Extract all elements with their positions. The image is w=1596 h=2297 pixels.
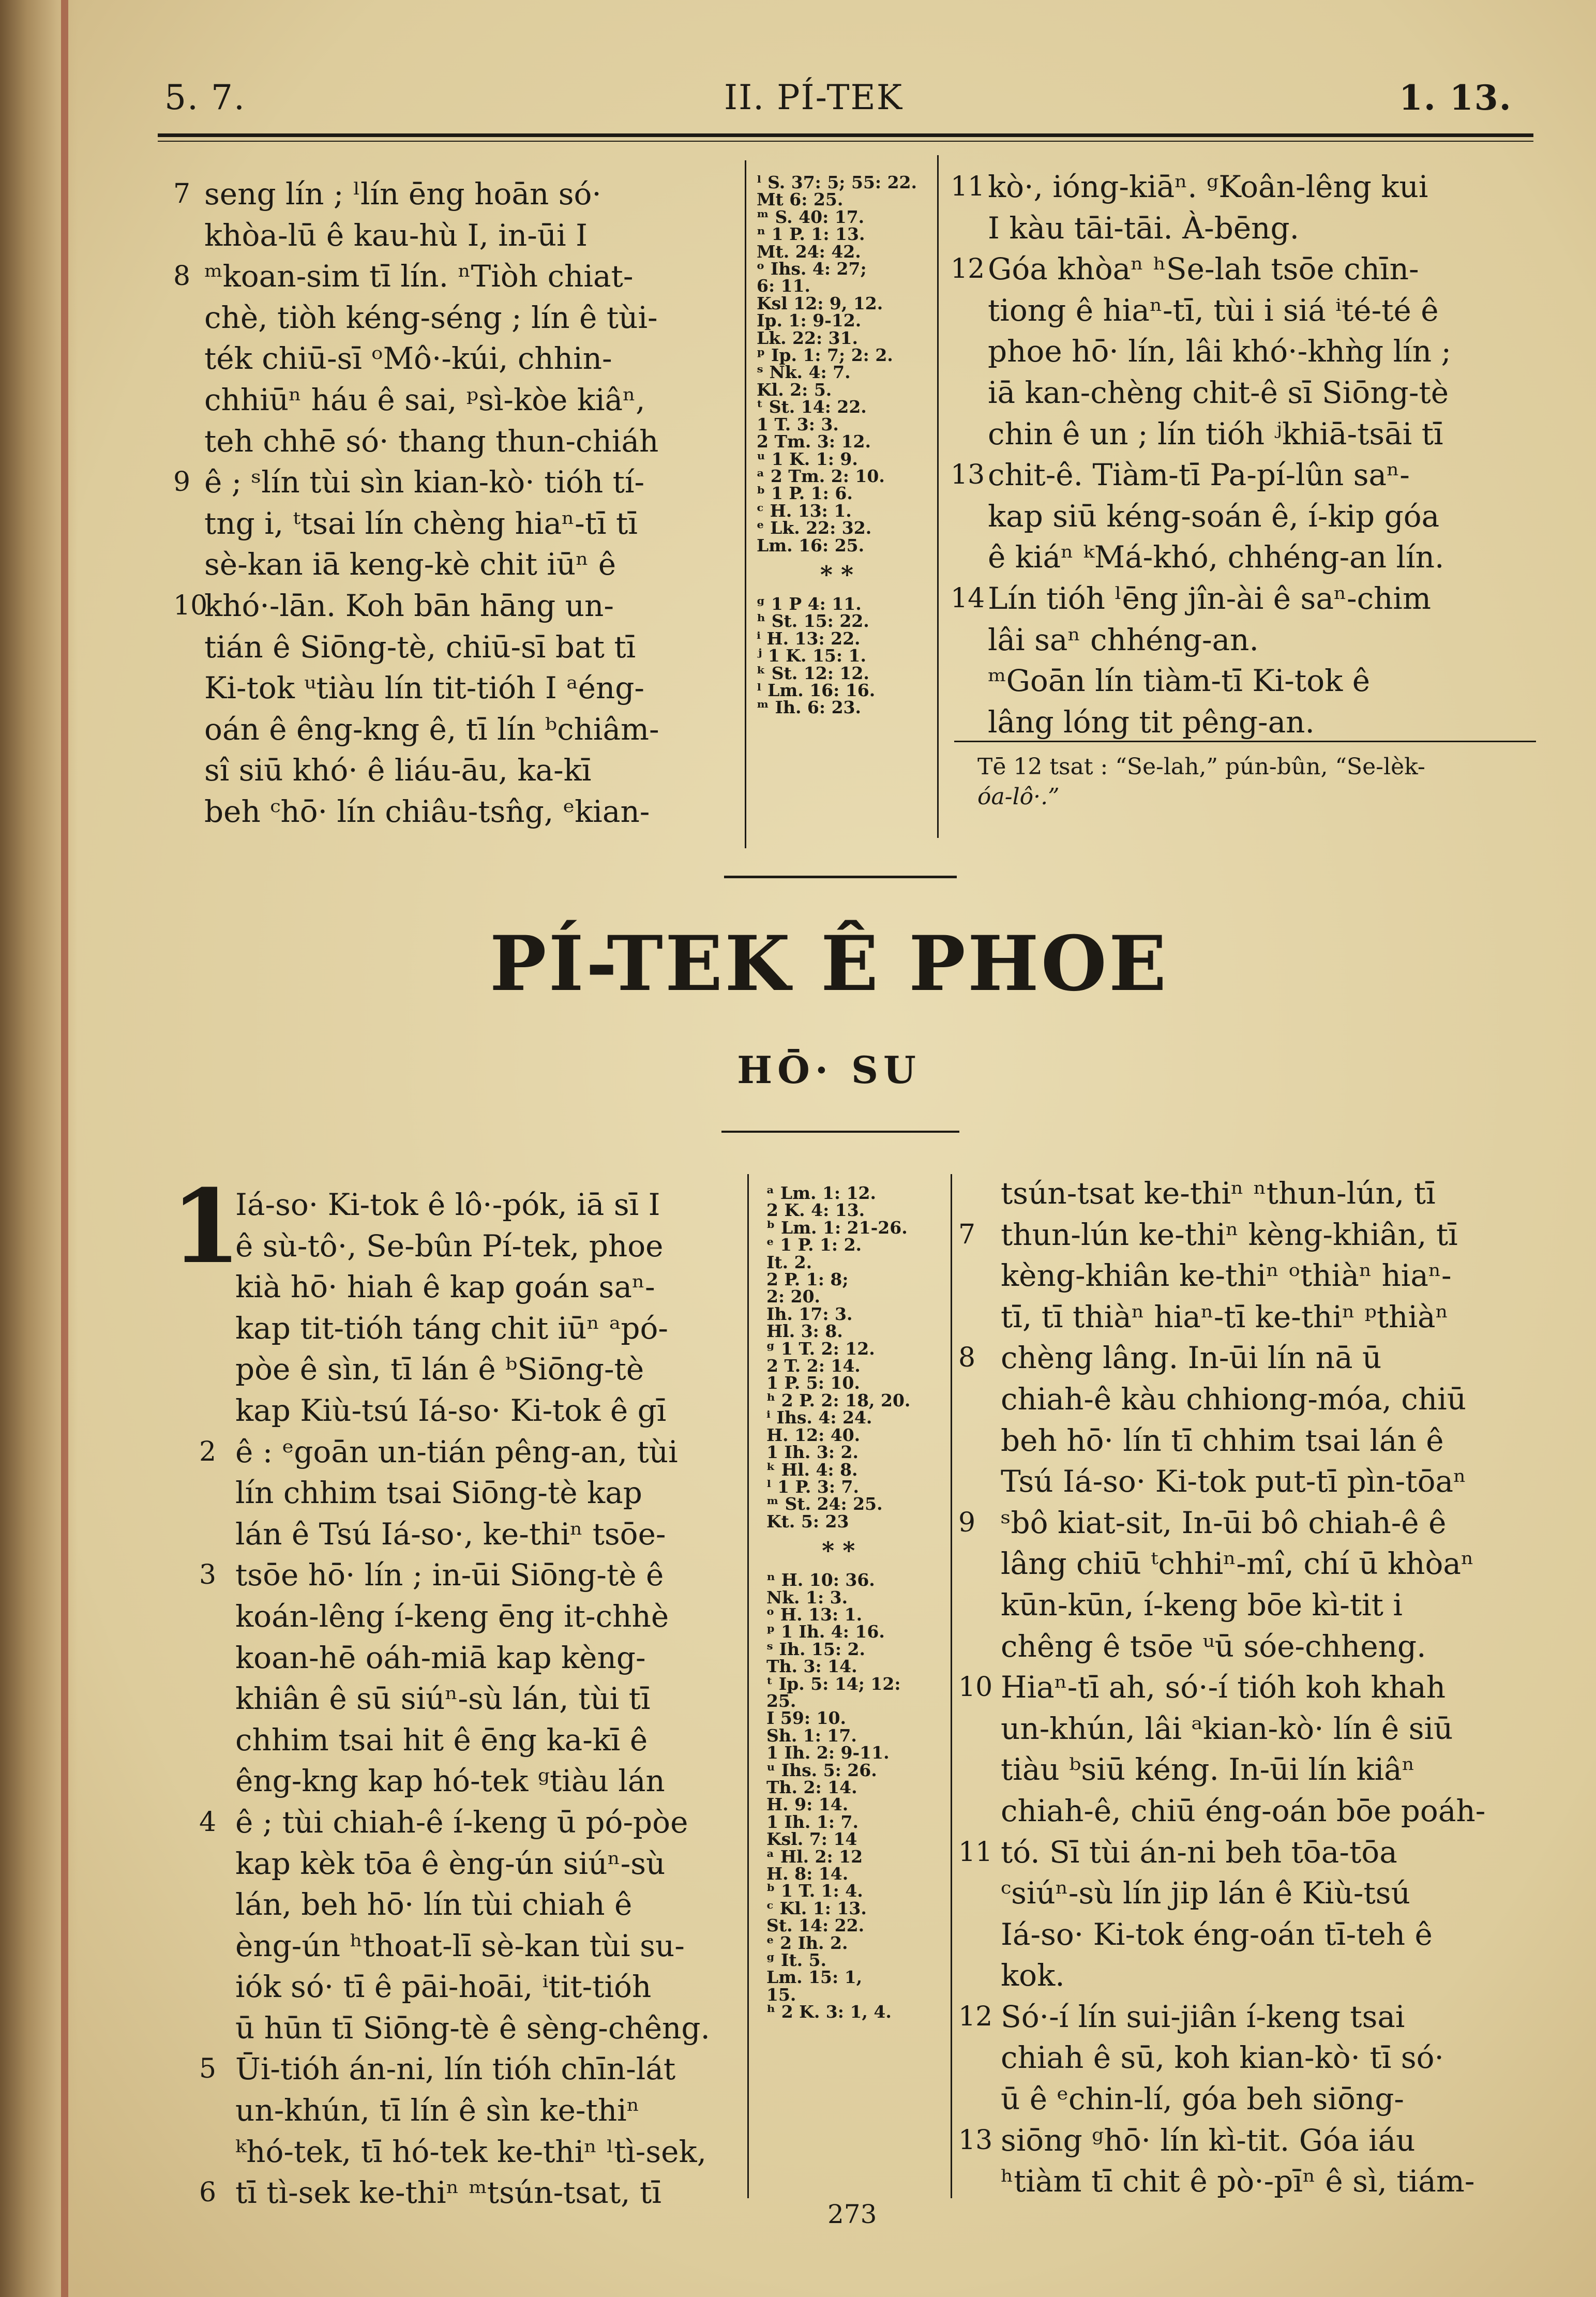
verse-number: 12 <box>951 253 985 285</box>
verse-number: 10 <box>173 590 208 621</box>
verse-line <box>204 791 659 833</box>
cross-reference: ᵏ Hl. 4: 8. <box>766 1459 858 1480</box>
verse-line <box>988 496 1451 537</box>
cross-reference: Lm. 15: 1, <box>766 1967 863 1988</box>
verse-text: tī tì-sek ke-thiⁿ ᵐtsún-tsat, tī <box>235 2175 661 2211</box>
verse-text: ᵏhó-tek, tī hó-tek ke-thiⁿ ˡtì-sek, <box>235 2134 707 2169</box>
verse-line <box>1001 2161 1485 2202</box>
verse-line <box>204 421 659 462</box>
verse-text: ū ê ᵉchin-lí, góa beh siōng- <box>1001 2081 1404 2117</box>
verse-line <box>1001 1873 1485 1914</box>
footnote <box>977 752 1425 812</box>
verse-number: 13 <box>958 2124 993 2156</box>
cross-reference: ᶜ Kl. 1: 13. <box>766 1898 867 1918</box>
cross-reference: Mt. 24: 42. <box>757 241 861 262</box>
cross-reference: ᵐ S. 40: 17. <box>757 206 865 227</box>
page-edge-stain <box>61 0 68 2297</box>
cross-reference: Th. 3: 14. <box>766 1656 857 1677</box>
verse-line <box>235 1761 710 1802</box>
page-number: 273 <box>827 2199 877 2229</box>
verse-text: kap Kiù-tsú Iá-so· Ki-tok ê gī <box>235 1392 667 1428</box>
verse-text: kap tit-tióh táng chit iūⁿ ᵃpó- <box>235 1310 669 1346</box>
verse-line <box>235 1514 710 1555</box>
cross-reference: ᵖ 1 Ih. 4: 16. <box>766 1622 885 1642</box>
cross-reference: ᵘ Ihs. 5: 26. <box>766 1760 877 1780</box>
verse-line <box>235 1638 710 1679</box>
verse-text: Ki-tok ᵘtiàu lín tit-tióh I ᵃéng- <box>204 670 644 706</box>
verse-text: tng i, ᵗtsai lín chèng hiaⁿ-tī tī <box>204 505 638 541</box>
verse-line <box>1001 2037 1485 2079</box>
verse-number: 6 <box>199 2177 217 2209</box>
verse-line <box>204 380 659 421</box>
verse-text: siōng ᵍhō· lín kì-tit. Góa iáu <box>1001 2122 1416 2158</box>
verse-line <box>988 660 1451 702</box>
title-rule <box>721 1131 959 1133</box>
header-left-reference: 5. 7. <box>164 78 246 117</box>
verse-line <box>951 455 1451 496</box>
verse-line <box>235 1843 710 1885</box>
verse-text: ᵐkoan-sim tī lín. ⁿTiòh chiat- <box>204 259 634 294</box>
verse-line <box>958 1214 1485 1256</box>
cross-reference: ᵉ Lk. 22: 32. <box>757 518 872 538</box>
verse-line <box>199 1555 710 1596</box>
cross-reference: ᵍ 1 P 4: 11. <box>757 593 862 614</box>
verse-text: ᶜsiúⁿ-sù lín jip lán ê Kiù-tsú <box>1001 1875 1410 1911</box>
verse-line <box>958 1338 1485 1379</box>
cross-reference: 6: 11. <box>757 276 811 296</box>
verse-text: chit-ê. Tiàm-tī Pa-pí-lûn saⁿ- <box>988 457 1410 493</box>
cross-reference: ᵃ 2 Tm. 2: 10. <box>757 466 885 486</box>
verse-text: Hiaⁿ-tī ah, só·-í tióh koh khah <box>1001 1670 1446 1705</box>
verse-number: 10 <box>958 1672 993 1703</box>
chapter-number: 1 <box>171 1167 242 1286</box>
cross-reference: Lk. 22: 31. <box>757 327 859 348</box>
cross-reference: * * <box>820 560 854 589</box>
verse-number: 3 <box>199 1559 217 1591</box>
verse-line <box>958 1667 1485 1708</box>
verse-number: 12 <box>958 2001 993 2032</box>
verse-text: tó. Sī tùi án-ni beh tōa-tōa <box>1001 1834 1397 1870</box>
verse-text: ték chiū-sī ᵒMô·-kúi, chhin- <box>204 341 612 377</box>
verse-line <box>235 1966 710 2008</box>
verse-text: ᵐGoān lín tiàm-tī Ki-tok ê <box>988 663 1371 699</box>
cross-reference: ᵃ Hl. 2: 12 <box>766 1846 863 1867</box>
verse-text: Só·-í lín sui-jiân í-keng tsai <box>1001 1999 1405 2034</box>
cross-reference: 1 Ih. 2: 9-11. <box>766 1743 890 1763</box>
cross-reference: ᵒ Ihs. 4: 27; <box>757 259 867 279</box>
cross-reference: Sh. 1: 17. <box>766 1725 857 1746</box>
verse-text: ê ; ˢlín tùi sìn kian-kò· tióh tí- <box>204 464 645 500</box>
cross-reference: ᵇ Lm. 1: 21-26. <box>766 1217 908 1238</box>
verse-line <box>958 2120 1485 2161</box>
verse-line <box>1001 1543 1485 1585</box>
verse-text: êng-kng kap hó-tek ᵍtiàu lán <box>235 1763 665 1799</box>
verse-text: iók só· tī ê pāi-hoāi, ⁱtit-tióh <box>235 1969 652 2005</box>
verse-text: khòa-lū ê kau-hù I, in-ūi I <box>204 217 588 253</box>
verse-text: kià hō· hiah ê kap goán saⁿ- <box>235 1269 655 1305</box>
cross-reference: 1 Ih. 1: 7. <box>766 1811 859 1832</box>
verse-line <box>199 1802 710 1843</box>
verse-line <box>1001 1626 1485 1668</box>
cross-reference: ᵇ 1 P. 1: 6. <box>757 483 853 504</box>
verse-text: ê : ᵉgoān un-tián pêng-an, tùi <box>235 1434 678 1469</box>
verse-line <box>951 249 1451 290</box>
cross-reference: It. 2. <box>766 1252 812 1272</box>
cross-reference: 25. <box>766 1690 796 1711</box>
header-right-reference: 1. 13. <box>1399 78 1512 118</box>
verse-line <box>204 544 659 585</box>
verse-line <box>235 1596 710 1638</box>
cross-reference: 2 T. 2: 14. <box>766 1356 861 1376</box>
verse-line <box>173 462 659 503</box>
verse-number: 7 <box>958 1219 976 1250</box>
verse-text: tián ê Siōng-tè, chiū-sī bat tī <box>204 629 636 665</box>
verse-line <box>958 1503 1485 1544</box>
column-divider <box>951 1174 952 2198</box>
verse-line <box>1001 1297 1485 1338</box>
cross-reference: Ksl 12: 9, 12. <box>757 293 883 313</box>
verse-text: lán, beh hō· lín tùi chiah ê <box>235 1887 633 1923</box>
verse-text: èng-ún ʰthoat-lī sè-kan tùi su- <box>235 1928 685 1963</box>
verse-line <box>1001 1379 1485 1420</box>
verse-text: ê sù-tô·, Se-bûn Pí-tek, phoe <box>235 1228 664 1264</box>
verse-line <box>1001 1585 1485 1626</box>
cross-reference: ˢ Nk. 4: 7. <box>757 362 851 383</box>
top-cross-references <box>757 174 917 716</box>
verse-text: koán-lêng í-keng ēng it-chhè <box>235 1598 669 1634</box>
cross-reference: Nk. 1: 3. <box>766 1587 848 1608</box>
cross-reference: ⁿ H. 10: 36. <box>766 1570 875 1590</box>
footnote-line: Tē 12 tsat : “Se-lah,” pún-bûn, “Se-lèk- <box>977 754 1425 780</box>
verse-text: chiah ê sū, koh kian-kò· tī só· <box>1001 2040 1444 2076</box>
verse-line <box>235 1308 710 1349</box>
verse-text: pòe ê sìn, tī lán ê ᵇSiōng-tè <box>235 1352 644 1387</box>
cross-reference: ˢ Ih. 15: 2. <box>766 1639 865 1659</box>
verse-text: sè-kan iā keng-kè chit iūⁿ ê <box>204 547 616 582</box>
cross-reference: ᵉ 2 Ih. 2. <box>766 1932 848 1953</box>
cross-reference: ᵗ Ip. 5: 14; 12: <box>766 1673 901 1694</box>
verse-text: seng lín ; ˡlín ēng hoān só· <box>204 176 601 212</box>
verse-number: 4 <box>199 1806 217 1838</box>
verse-number: 2 <box>199 1436 217 1467</box>
verse-number: 11 <box>951 171 985 202</box>
verse-line <box>988 620 1451 661</box>
verse-line <box>235 2131 710 2173</box>
cross-reference: * * <box>822 1537 855 1565</box>
verse-line <box>204 503 659 545</box>
verse-text: ˢbô kiat-sit, In-ūi bô chiah-ê ê <box>1001 1505 1447 1540</box>
verse-line <box>199 2172 710 2214</box>
verse-text: un-khún, tī lín ê sìn ke-thiⁿ <box>235 2093 640 2128</box>
verse-number: 11 <box>958 1836 993 1868</box>
verse-line <box>1001 2079 1485 2120</box>
column-divider <box>937 155 939 838</box>
top-left-column <box>173 174 659 833</box>
verse-text: oán ê êng-kng ê, tī lín ᵇchiâm- <box>204 711 659 747</box>
verse-number: 9 <box>173 467 191 498</box>
column-divider <box>745 160 746 848</box>
book-title: PÍ-TEK Ê PHOE <box>489 920 1169 1008</box>
verse-line <box>235 1678 710 1720</box>
top-right-column <box>951 167 1452 743</box>
verse-line <box>1001 1955 1485 1996</box>
verse-line <box>1001 1255 1485 1297</box>
verse-text: khó·-lān. Koh bān hāng un- <box>204 588 614 623</box>
verse-line <box>235 1884 710 1926</box>
cross-reference: H. 12: 40. <box>766 1424 861 1445</box>
verse-number: 9 <box>958 1507 976 1538</box>
verse-text: chhim tsai hit ê ēng ka-kī ê <box>235 1722 648 1758</box>
cross-reference: 2 Tm. 3: 12. <box>757 431 871 452</box>
verse-text: kò·, ióng-kiāⁿ. ᵍKoân-lêng kui <box>988 169 1428 204</box>
bottom-right-column <box>958 1173 1486 2202</box>
cross-reference: ᵏ St. 12: 12. <box>757 663 869 683</box>
cross-reference: Ih. 17: 3. <box>766 1303 853 1324</box>
verse-text: lâng chiū ᵗchhiⁿ-mî, chí ū khòaⁿ <box>1001 1546 1474 1582</box>
verse-text: chin ê un ; lín tióh ʲkhiā-tsāi tī <box>988 416 1443 452</box>
bottom-left-column <box>199 1184 710 2214</box>
verse-line <box>951 578 1451 620</box>
cross-reference: 2: 20. <box>766 1286 821 1307</box>
verse-text: ʰtiàm tī chit ê pò·-pīⁿ ê sì, tiám- <box>1001 2164 1475 2199</box>
verse-line <box>173 174 659 215</box>
cross-reference: ᵍ It. 5. <box>766 1950 827 1971</box>
verse-line <box>204 750 659 791</box>
verse-line <box>199 2049 710 2090</box>
verse-number: 7 <box>173 178 191 209</box>
cross-reference: ˡ Lm. 16: 16. <box>757 680 876 700</box>
cross-reference: ᵉ 1 P. 1: 2. <box>766 1235 862 1255</box>
verse-text: koan-hē oáh-miā kap kèng- <box>235 1640 646 1675</box>
verse-line <box>958 1996 1485 2038</box>
cross-reference: ⁱ Ihs. 4: 24. <box>766 1407 872 1428</box>
cross-reference: ᵘ 1 K. 1: 9. <box>757 448 858 469</box>
cross-reference: 2 P. 1: 8; <box>766 1269 849 1290</box>
verse-line <box>235 1720 710 1761</box>
verse-text: kèng-khiân ke-thiⁿ ᵒthiàⁿ hiaⁿ- <box>1001 1258 1452 1294</box>
verse-text: Iá-so· Ki-tok ê lô·-pók, iā sī I <box>235 1187 660 1222</box>
verse-text: Tsú Iá-so· Ki-tok put-tī pìn-tōaⁿ <box>1001 1464 1467 1499</box>
verse-text: Góa khòaⁿ ʰSe-lah tsōe chīn- <box>988 251 1419 287</box>
cross-reference: Hl. 3: 8. <box>766 1321 843 1342</box>
verse-line <box>235 1926 710 1967</box>
cross-reference: Lm. 16: 25. <box>757 535 865 556</box>
verse-line <box>235 1473 710 1514</box>
verse-line <box>988 414 1451 455</box>
verse-text: kap kèk tōa ê èng-ún siúⁿ-sù <box>235 1845 666 1881</box>
cross-reference: I 59: 10. <box>766 1708 846 1729</box>
cross-reference: 15. <box>766 1984 796 2005</box>
cross-reference: ᵒ H. 13: 1. <box>766 1604 863 1625</box>
cross-reference: ˡ S. 37: 5; 55: 22. <box>757 172 917 192</box>
cross-reference: St. 14: 22. <box>766 1915 865 1936</box>
cross-reference: Th. 2: 14. <box>766 1777 857 1797</box>
verse-line <box>988 537 1451 578</box>
verse-line <box>204 338 659 380</box>
verse-text: teh chhē só· thang thun-chiáh <box>204 423 659 459</box>
header-book-name: II. PÍ-TEK <box>724 78 904 117</box>
verse-text: lín chhim tsai Siōng-tè kap <box>235 1475 642 1511</box>
verse-number: 5 <box>199 2053 217 2085</box>
verse-line <box>204 709 659 750</box>
verse-text: sî siū khó· ê liáu-āu, ka-kī <box>204 753 592 788</box>
verse-line <box>1001 1708 1485 1750</box>
verse-line <box>235 1267 710 1308</box>
verse-line <box>1001 1420 1485 1462</box>
cross-reference: ⁿ 1 P. 1: 13. <box>757 224 865 245</box>
cross-reference: ᶜ H. 13: 1. <box>757 500 852 521</box>
verse-number: 13 <box>951 459 985 491</box>
cross-reference: H. 8: 14. <box>766 1864 849 1884</box>
verse-line <box>173 585 659 627</box>
section-rule <box>724 876 957 878</box>
cross-reference: ˡ 1 P. 3: 7. <box>766 1476 859 1497</box>
verse-text: I kàu tāi-tāi. À-bēng. <box>988 210 1300 246</box>
verse-text: khiân ê sū siúⁿ-sù lán, tùi tī <box>235 1681 651 1717</box>
verse-text: tī, tī thiàⁿ hiaⁿ-tī ke-thiⁿ ᵖthiàⁿ <box>1001 1299 1449 1334</box>
verse-text: ê ; tùi chiah-ê í-keng ū pó-pòe <box>235 1804 688 1840</box>
verse-line <box>988 702 1451 743</box>
cross-reference: ʰ 2 P. 2: 18, 20. <box>766 1390 911 1410</box>
verse-text: chêng ê tsōe ᵘū sóe-chheng. <box>1001 1628 1426 1664</box>
verse-text: lâi saⁿ chhéng-an. <box>988 622 1259 657</box>
verse-text: ū hūn tī Siōng-tè ê sèng-chêng. <box>235 2010 710 2046</box>
cross-reference: 1 P. 5: 10. <box>766 1373 860 1393</box>
verse-text: phoe hō· lín, lâi khó·-khǹg lín ; <box>988 334 1452 369</box>
verse-text: kok. <box>1001 1958 1065 1993</box>
verse-line <box>235 1184 710 1226</box>
verse-line <box>958 1832 1485 1873</box>
verse-text: tsún-tsat ke-thiⁿ ⁿthun-lún, tī <box>1001 1176 1436 1211</box>
verse-line <box>235 2090 710 2131</box>
verse-line <box>173 256 659 297</box>
cross-reference: Ksl. 7: 14 <box>766 1829 857 1850</box>
cross-reference: ᵖ Ip. 1: 7; 2: 2. <box>757 345 893 366</box>
verse-line <box>204 297 659 339</box>
verse-text: chhiūⁿ háu ê sai, ᵖsì-kòe kiâⁿ, <box>204 382 645 417</box>
verse-line <box>204 668 659 709</box>
verse-line <box>988 290 1451 332</box>
cross-reference: ᵐ Ih. 6: 23. <box>757 697 861 718</box>
verse-line <box>951 167 1451 208</box>
verse-line <box>1001 1461 1485 1503</box>
cross-reference: ⁱ H. 13: 22. <box>757 628 861 649</box>
verse-line <box>235 1226 710 1267</box>
cross-reference: ᵍ 1 T. 2: 12. <box>766 1338 875 1359</box>
verse-line <box>235 1349 710 1390</box>
verse-line <box>1001 1914 1485 1956</box>
cross-reference: 2 K. 4: 13. <box>766 1200 865 1221</box>
cross-reference: ʰ St. 15: 22. <box>757 611 869 632</box>
cross-reference: ʰ 2 K. 3: 1, 4. <box>766 2002 892 2022</box>
cross-reference: ᵇ 1 T. 1: 4. <box>766 1881 863 1901</box>
verse-line <box>204 627 659 668</box>
verse-line <box>235 2008 710 2049</box>
verse-line <box>988 372 1451 414</box>
header-rule-thick <box>158 133 1533 137</box>
verse-line <box>1001 1173 1485 1214</box>
verse-text: kūn-kūn, í-keng bōe kì-tit i <box>1001 1587 1403 1623</box>
footnote-rule <box>954 741 1536 742</box>
bottom-cross-references <box>766 1184 910 2021</box>
cross-reference: ᵐ St. 24: 25. <box>766 1494 883 1514</box>
column-divider <box>747 1174 749 2198</box>
verse-line <box>199 1432 710 1473</box>
cross-reference: ᵃ Lm. 1: 12. <box>766 1183 877 1203</box>
verse-line <box>1001 1749 1485 1791</box>
verse-line <box>988 331 1451 372</box>
verse-text: chiah-ê, chiū éng-oán bōe poáh- <box>1001 1793 1486 1828</box>
verse-line <box>204 215 659 257</box>
verse-text: tiàu ᵇsiū kéng. In-ūi lín kiâⁿ <box>1001 1752 1415 1788</box>
header-rule-thin <box>158 141 1533 142</box>
verse-text: chèng lâng. In-ūi lín nā ū <box>1001 1340 1382 1376</box>
verse-text: tiong ê hiaⁿ-tī, tùi i siá ⁱté-té ê <box>988 292 1439 328</box>
verse-text: lán ê Tsú Iá-so·, ke-thiⁿ tsōe- <box>235 1516 666 1552</box>
book-subtitle: HŌ· SU <box>737 1048 921 1092</box>
verse-text: Iá-so· Ki-tok éng-oán tī-teh ê <box>1001 1916 1433 1952</box>
verse-text: chiah-ê kàu chhiong-móa, chiū <box>1001 1381 1467 1417</box>
verse-line <box>235 1390 710 1432</box>
footnote-line: óa-lô·.” <box>977 784 1060 810</box>
cross-reference: Kl. 2: 5. <box>757 379 832 400</box>
verse-number: 8 <box>958 1342 976 1374</box>
verse-text: iā kan-chèng chit-ê sī Siōng-tè <box>988 374 1449 410</box>
verse-text: chè, tiòh kéng-séng ; lín ê tùi- <box>204 299 658 335</box>
verse-text: kap siū kéng-soán ê, í-kip góa <box>988 498 1440 534</box>
verse-number: 14 <box>951 582 985 614</box>
verse-text: tsōe hō· lín ; in-ūi Siōng-tè ê <box>235 1557 664 1593</box>
verse-text: Lín tióh ˡēng jîn-ài ê saⁿ-chim <box>988 580 1431 616</box>
cross-reference: 1 T. 3: 3. <box>757 414 839 434</box>
verse-text: beh hō· lín tī chhim tsai lán ê <box>1001 1422 1444 1458</box>
verse-text: Ūi-tióh án-ni, lín tióh chīn-lát <box>235 2051 676 2087</box>
cross-reference: ᵗ St. 14: 22. <box>757 397 867 417</box>
verse-text: lâng lóng tit pêng-an. <box>988 704 1315 740</box>
cross-reference: Kt. 5: 23 <box>766 1511 849 1532</box>
verse-text: ê kiáⁿ ᵏMá-khó, chhéng-an lín. <box>988 539 1444 575</box>
cross-reference: H. 9: 14. <box>766 1794 849 1815</box>
verse-text: beh ᶜhō· lín chiâu-tsn̂g, ᵉkian- <box>204 793 650 829</box>
cross-reference: Mt 6: 25. <box>757 189 844 210</box>
cross-reference: ʲ 1 K. 15: 1. <box>757 645 866 666</box>
verse-text: un-khún, lâi ᵃkian-kò· lín ê siū <box>1001 1710 1453 1746</box>
verse-number: 8 <box>173 261 191 292</box>
cross-reference: Ip. 1: 9-12. <box>757 310 862 331</box>
verse-line <box>988 208 1451 249</box>
verse-text: thun-lún ke-thiⁿ kèng-khiân, tī <box>1001 1217 1458 1252</box>
verse-line <box>1001 1791 1485 1832</box>
cross-reference: 1 Ih. 3: 2. <box>766 1442 859 1463</box>
